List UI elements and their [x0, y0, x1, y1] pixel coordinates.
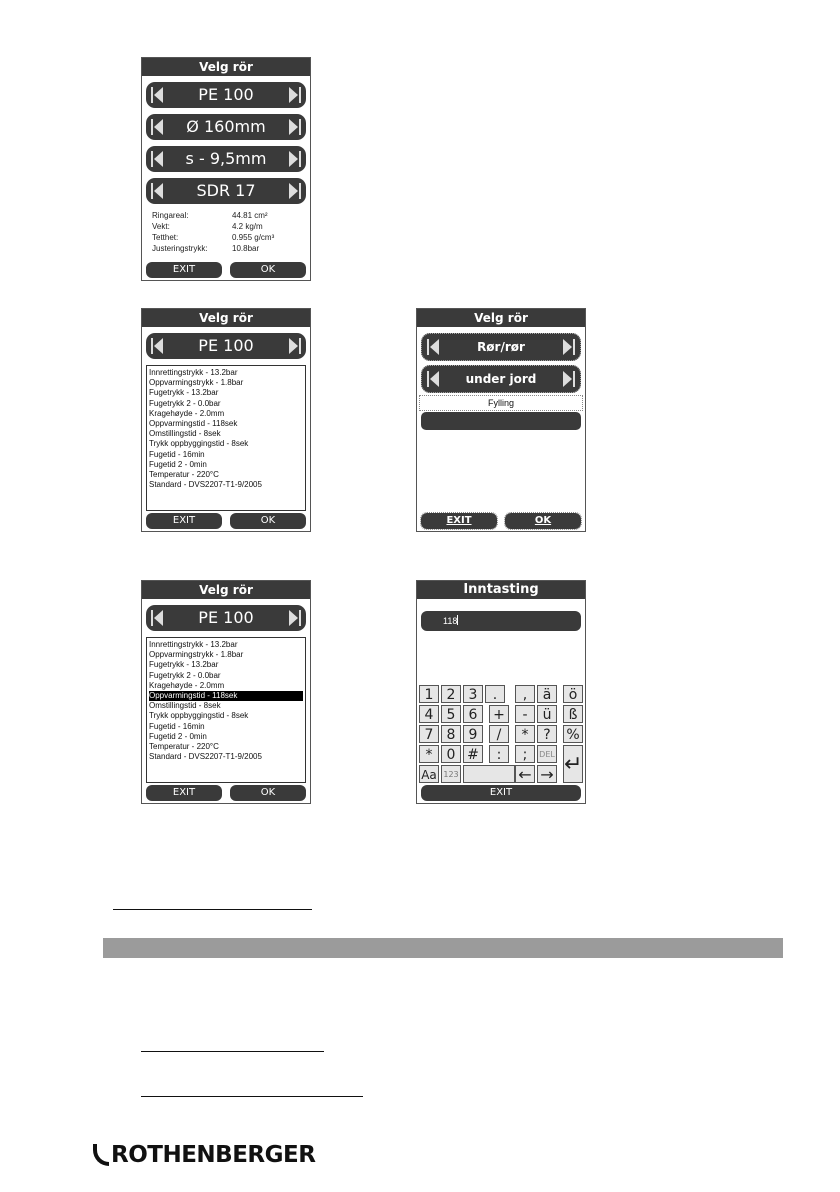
key-eszett[interactable]: ß — [563, 705, 583, 723]
key-delete[interactable]: DEL — [537, 745, 557, 763]
prev-bar-icon — [427, 371, 429, 387]
info-label: Justeringstrykk: — [152, 244, 208, 253]
key-7[interactable]: 7 — [419, 725, 439, 743]
selector-value: PE 100 — [198, 85, 254, 104]
list-item[interactable]: Kragehøyde - 2.0mm — [149, 408, 225, 418]
screen-velg-ror-pipe-type — [416, 308, 586, 532]
enter-key[interactable]: ↵ — [563, 745, 583, 783]
key-1[interactable]: 1 — [419, 685, 439, 703]
ok-button[interactable]: OK — [230, 513, 306, 529]
key-numeric-toggle[interactable]: 123 — [441, 765, 461, 783]
key-0[interactable]: 0 — [441, 745, 461, 763]
next-bar-icon — [573, 339, 575, 355]
key-4[interactable]: 4 — [419, 705, 439, 723]
info-value: 0.955 g/cm³ — [232, 233, 275, 242]
info-label: Vekt: — [152, 222, 170, 231]
key-percent[interactable]: % — [563, 725, 583, 743]
list-item[interactable]: Fugetid 2 - 0min — [149, 459, 207, 469]
key-slash[interactable]: / — [489, 725, 509, 743]
selector-value: Rør/rør — [477, 340, 525, 354]
arrow-left-icon[interactable] — [154, 338, 163, 354]
next-bar-icon — [299, 151, 301, 167]
list-item[interactable]: Fugetid - 16min — [149, 449, 205, 459]
underline-rule — [141, 1051, 324, 1052]
arrow-right-icon[interactable] — [563, 339, 572, 355]
list-item[interactable]: Trykk oppbyggingstid - 8sek — [149, 711, 249, 721]
screen-title: Velg rör — [142, 309, 310, 327]
arrow-right-icon[interactable] — [289, 610, 298, 626]
fill-label: Fylling — [419, 395, 583, 411]
exit-button[interactable]: EXIT — [421, 785, 581, 801]
next-bar-icon — [299, 119, 301, 135]
section-band — [103, 938, 783, 958]
key-semicolon[interactable]: ; — [515, 745, 535, 763]
key-u-umlaut[interactable]: ü — [537, 705, 557, 723]
key-8[interactable]: 8 — [441, 725, 461, 743]
key-9[interactable]: 9 — [463, 725, 483, 743]
prev-bar-icon — [151, 119, 153, 135]
ok-button[interactable]: OK — [505, 513, 581, 529]
selector-value: PE 100 — [198, 336, 254, 355]
screen-velg-ror-selected-parameter — [141, 580, 311, 804]
arrow-right-icon[interactable] — [289, 183, 298, 199]
list-item[interactable]: Omstillingstid - 8sek — [149, 429, 221, 439]
key-comma[interactable]: , — [515, 685, 535, 703]
sdr-selector[interactable] — [146, 178, 306, 204]
screen-velg-ror-parameters — [141, 308, 311, 532]
ok-button[interactable]: OK — [230, 262, 306, 278]
value-input[interactable] — [421, 611, 581, 631]
diameter-selector[interactable] — [146, 114, 306, 140]
key-minus[interactable]: - — [515, 705, 535, 723]
key-asterisk[interactable]: * — [515, 725, 535, 743]
exit-button[interactable]: EXIT — [146, 785, 222, 801]
selector-value: SDR 17 — [196, 181, 256, 200]
selector-value: Ø 160mm — [186, 117, 266, 136]
prev-bar-icon — [151, 87, 153, 103]
key-hash[interactable]: # — [463, 745, 483, 763]
arrow-left-key-icon[interactable]: ← — [515, 765, 535, 783]
prev-bar-icon — [151, 183, 153, 199]
arrow-left-icon[interactable] — [154, 610, 163, 626]
fill-field[interactable] — [421, 412, 581, 430]
arrow-left-icon[interactable] — [154, 87, 163, 103]
next-bar-icon — [299, 338, 301, 354]
selector-value: PE 100 — [198, 608, 254, 627]
list-item[interactable]: Omstillingstid - 8sek — [149, 701, 221, 711]
list-item[interactable]: Oppvarmingstid - 118sek — [149, 419, 238, 429]
next-bar-icon — [299, 87, 301, 103]
exit-button[interactable]: EXIT — [421, 513, 497, 529]
list-item[interactable]: Innrettingstrykk - 13.2bar — [149, 640, 238, 649]
info-label: Tetthet: — [152, 233, 179, 242]
prev-bar-icon — [151, 338, 153, 354]
material-selector[interactable] — [146, 333, 306, 359]
key-colon[interactable]: : — [489, 745, 509, 763]
underline-rule — [141, 1096, 363, 1097]
key-period[interactable]: . — [485, 685, 505, 703]
info-value: 10.8bar — [232, 244, 260, 253]
next-bar-icon — [299, 610, 301, 626]
material-selector[interactable] — [146, 82, 306, 108]
list-item[interactable]: Fugetrykk 2 - 0.0bar — [149, 398, 221, 408]
space-key[interactable] — [463, 765, 515, 783]
key-2[interactable]: 2 — [441, 685, 461, 703]
list-item-selected[interactable]: Oppvarmingstid - 118sek — [149, 691, 303, 701]
list-item[interactable]: Oppvarmingstrykk - 1.8bar — [149, 650, 244, 660]
input-value: 118 — [443, 616, 458, 626]
screen-title: Velg rör — [142, 581, 310, 599]
key-plus[interactable]: + — [489, 705, 509, 723]
key-star[interactable]: * — [419, 745, 439, 763]
list-item[interactable]: Fugetrykk - 13.2bar — [149, 388, 219, 398]
selector-value: s - 9,5mm — [185, 149, 267, 168]
screen-velg-ror-details — [141, 57, 311, 281]
list-item[interactable]: Trykk oppbyggingstid - 8sek — [149, 439, 249, 449]
key-6[interactable]: 6 — [463, 705, 483, 723]
list-item[interactable]: Temperatur - 220°C — [149, 470, 219, 480]
list-item[interactable]: Innrettingstrykk - 13.2bar — [149, 368, 238, 377]
arrow-right-icon[interactable] — [289, 151, 298, 167]
arrow-left-icon[interactable] — [154, 183, 163, 199]
list-item[interactable]: Standard - DVS2207-T1-9/2005 — [149, 752, 262, 762]
key-3[interactable]: 3 — [463, 685, 483, 703]
arrow-left-icon[interactable] — [430, 339, 439, 355]
info-label: Ringareal: — [152, 211, 189, 220]
arrow-right-icon[interactable] — [289, 338, 298, 354]
parameter-list[interactable] — [146, 637, 306, 783]
prev-bar-icon — [427, 339, 429, 355]
rothenberger-logo — [93, 1142, 315, 1168]
next-bar-icon — [573, 371, 575, 387]
pipe-info — [152, 210, 302, 256]
wall-thickness-selector[interactable] — [146, 146, 306, 172]
list-item[interactable]: Fugetid 2 - 0min — [149, 731, 207, 741]
key-a-umlaut[interactable]: ä — [537, 685, 557, 703]
arrow-right-icon[interactable] — [563, 371, 572, 387]
text-cursor — [457, 615, 458, 625]
prev-bar-icon — [151, 610, 153, 626]
arrow-left-icon[interactable] — [430, 371, 439, 387]
material-selector[interactable] — [146, 605, 306, 631]
screen-inntasting — [416, 580, 586, 804]
list-item[interactable]: Kragehøyde - 2.0mm — [149, 680, 225, 690]
arrow-right-icon[interactable] — [289, 119, 298, 135]
arrow-left-icon[interactable] — [154, 119, 163, 135]
underline-rule — [113, 909, 312, 910]
exit-button[interactable]: EXIT — [146, 513, 222, 529]
screen-title: Velg rör — [417, 309, 585, 327]
connection-selector[interactable] — [421, 333, 581, 361]
info-value: 44.81 cm² — [232, 211, 268, 220]
parameter-list[interactable] — [146, 365, 306, 511]
arrow-left-icon[interactable] — [154, 151, 163, 167]
list-item[interactable]: Temperatur - 220°C — [149, 742, 219, 752]
exit-button[interactable]: EXIT — [146, 262, 222, 278]
logo-swoosh-icon — [93, 1144, 109, 1166]
list-item[interactable]: Standard - DVS2207-T1-9/2005 — [149, 480, 262, 490]
arrow-right-key-icon[interactable]: → — [537, 765, 557, 783]
logo-text: ROTHENBERGER — [111, 1142, 316, 1168]
next-bar-icon — [299, 183, 301, 199]
prev-bar-icon — [151, 151, 153, 167]
ok-button[interactable]: OK — [230, 785, 306, 801]
list-item[interactable]: Fugetrykk - 13.2bar — [149, 660, 219, 670]
arrow-right-icon[interactable] — [289, 87, 298, 103]
selector-value: under jord — [465, 372, 537, 386]
info-value: 4.2 kg/m — [232, 222, 263, 231]
screen-title: Velg rör — [142, 58, 310, 76]
list-item[interactable]: Fugetrykk 2 - 0.0bar — [149, 670, 221, 680]
list-item[interactable]: Oppvarmingstrykk - 1.8bar — [149, 378, 244, 388]
key-o-umlaut[interactable]: ö — [563, 685, 583, 703]
screen-title: Inntasting — [417, 581, 585, 599]
key-question[interactable]: ? — [537, 725, 557, 743]
key-5[interactable]: 5 — [441, 705, 461, 723]
location-selector[interactable] — [421, 365, 581, 393]
list-item[interactable]: Fugetid - 16min — [149, 721, 205, 731]
key-case-toggle[interactable]: Aa — [419, 765, 439, 783]
